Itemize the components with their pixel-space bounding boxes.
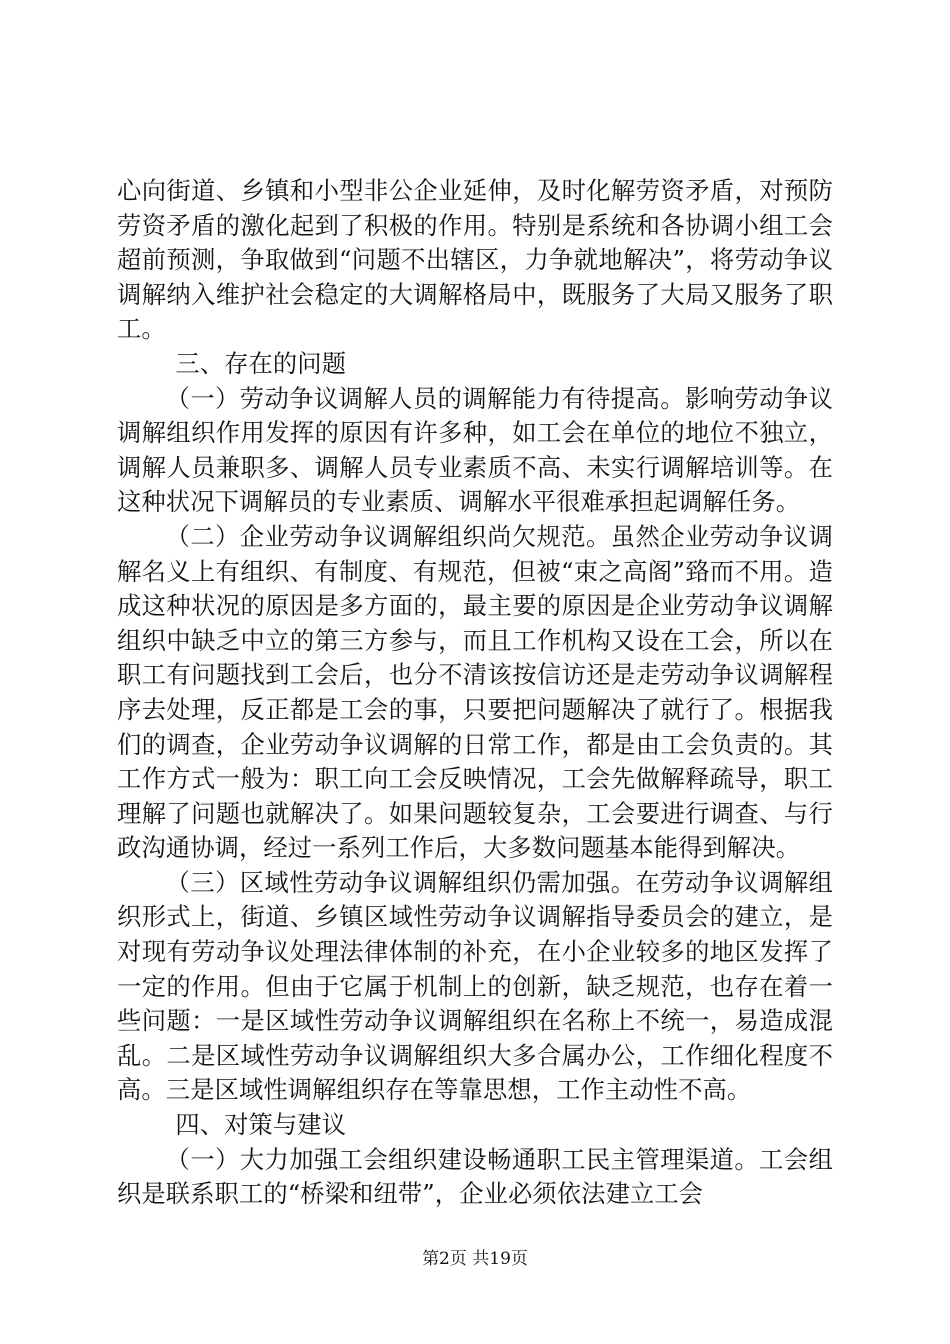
paragraph-problem-3: （三）区域性劳动争议调解组织仍需加强。在劳动争议调解组织形式上，街道、乡镇区域性劳动争议调解指导委员会的建立，是对现有劳动争议处理法律体制的补充，在小企业较多的地区发挥了一定的作用。但由于它属于机制上的创新，缺乏规范，也存在着一些问题：一是区域性劳动争议调解组织在名称上不统一，易造成混乱。二是区域性劳动争议调解组织大多合属办公，工作细化程度不高。三是区域性调解组织存在等靠思想，工作主动性不高。 xyxy=(117,867,833,1105)
paragraph-problem-2: （二）企业劳动争议调解组织尚欠规范。虽然企业劳动争议调解名义上有组织、有制度、有规范，但被“束之高阁”臵而不用。造成这种状况的原因是多方面的，最主要的原因是企业劳动争议调解组织中缺乏中立的第三方参与，而且工作机构又设在工会，所以在职工有问题找到工会后，也分不清该按信访还是走劳动争议调解程序去处理，反正都是工会的事，只要把问题解决了就行了。根据我们的调查，企业劳动争议调解的日常工作，都是由工会负责的。其工作方式一般为：职工向工会反映情况，工会先做解释疏导，职工理解了问题也就解决了。如果问题较复杂，工会要进行调查、与行政沟通协调，经过一系列工作后，大多数问题基本能得到解决。 xyxy=(117,521,833,863)
paragraph-suggestion-1: （一）大力加强工会组织建设畅通职工民主管理渠道。工会组织是联系职工的“桥梁和纽带”，企业必须依法建立工会 xyxy=(117,1144,833,1209)
paragraph-continued: 心向街道、乡镇和小型非公企业延伸，及时化解劳资矛盾，对预防劳资矛盾的激化起到了积极的作用。特别是系统和各协调小组工会超前预测，争取做到“问题不出辖区，力争就地解决”，将劳动争议调解纳入维护社会稳定的大调解格局中，既服务了大局又服务了职工。 xyxy=(117,176,833,344)
section-heading-problems: 三、存在的问题 xyxy=(175,348,347,378)
section-heading-suggestions: 四、对策与建议 xyxy=(175,1110,347,1140)
paragraph-problem-1: （一）劳动争议调解人员的调解能力有待提高。影响劳动争议调解组织作用发挥的原因有许多种，如工会在单位的地位不独立，调解人员兼职多、调解人员专业素质不高、未实行调解培训等。在这种状况下调解员的专业素质、调解水平很难承担起调解任务。 xyxy=(117,383,833,517)
page-footer: 第2页 共19页 xyxy=(422,1249,528,1269)
document-body xyxy=(117,174,833,1212)
